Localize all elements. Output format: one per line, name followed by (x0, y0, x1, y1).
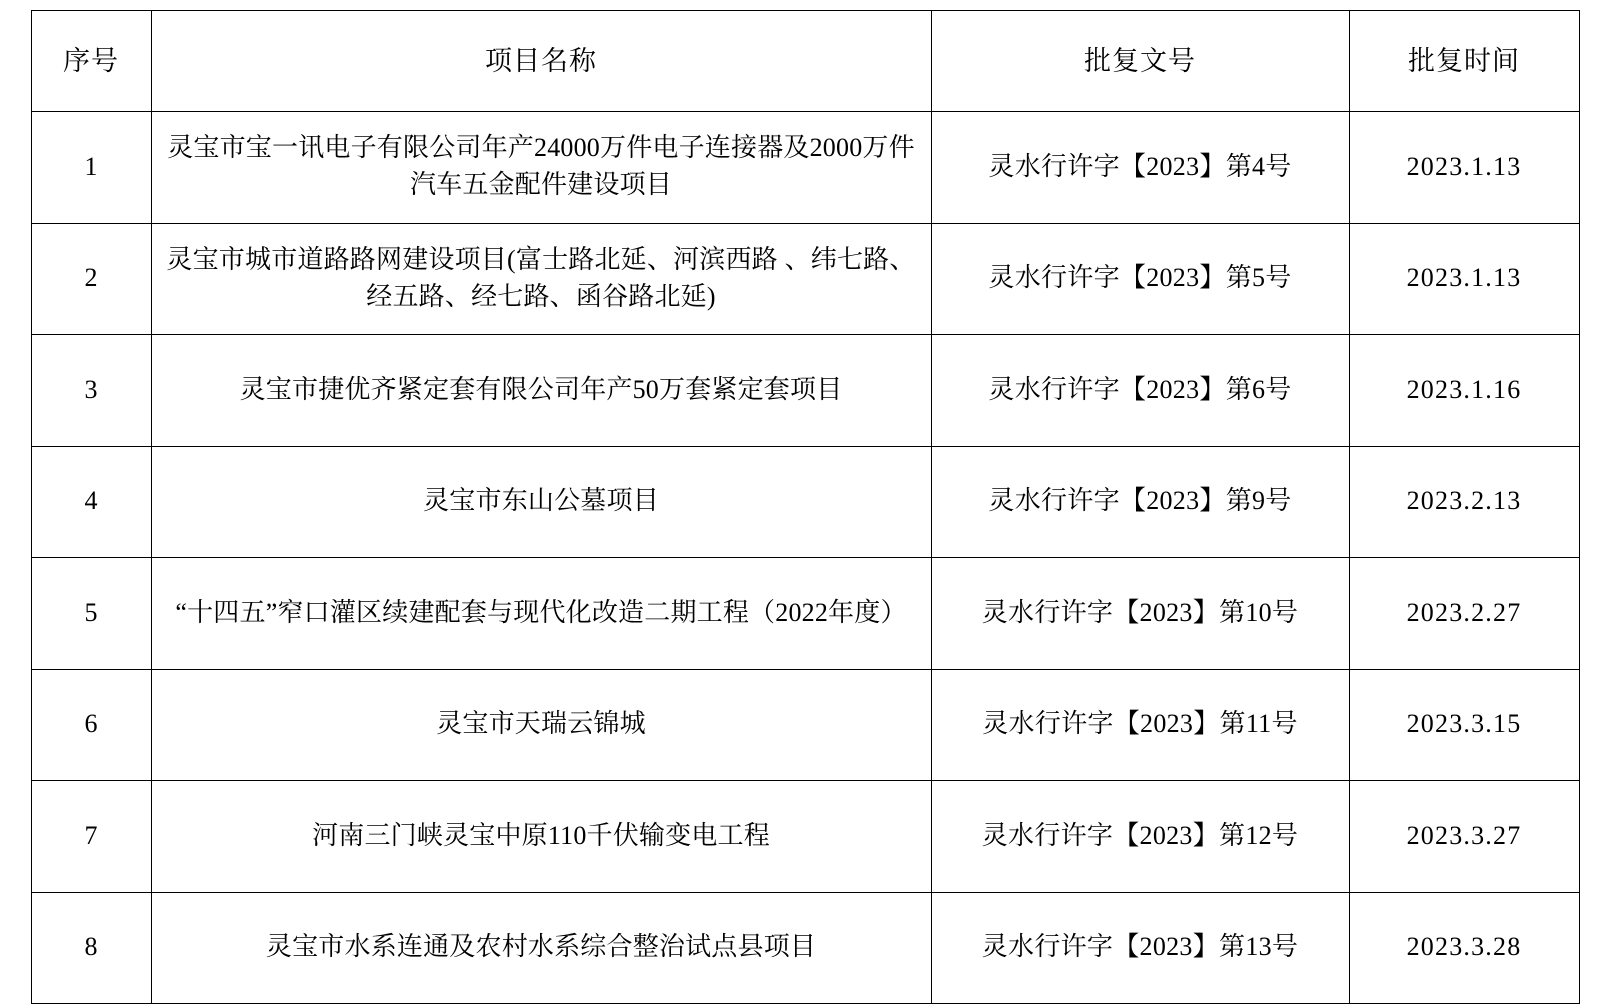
cell-date: 2023.2.13 (1349, 446, 1579, 558)
table-row (31, 446, 1579, 558)
table-row (31, 112, 1579, 224)
cell-date: 2023.1.13 (1349, 112, 1579, 224)
cell-doc-number: 灵水行许字【2023】第5号 (931, 223, 1349, 335)
cell-index: 1 (31, 112, 151, 224)
cell-date: 2023.3.15 (1349, 669, 1579, 781)
cell-index: 4 (31, 446, 151, 558)
cell-index: 2 (31, 223, 151, 335)
cell-doc-number: 灵水行许字【2023】第12号 (931, 781, 1349, 893)
header-date: 批复时间 (1349, 11, 1579, 112)
cell-doc-number: 灵水行许字【2023】第9号 (931, 446, 1349, 558)
approval-table (31, 10, 1580, 1004)
cell-project-name: 河南三门峡灵宝中原110千伏输变电工程 (151, 781, 931, 893)
table-body (31, 112, 1579, 1004)
cell-index: 7 (31, 781, 151, 893)
cell-project-name: 灵宝市宝一讯电子有限公司年产24000万件电子连接器及2000万件汽车五金配件建设项目 (151, 112, 931, 224)
cell-project-name: 灵宝市城市道路路网建设项目(富士路北延、河滨西路 、纬七路、经五路、经七路、函谷路北延) (151, 223, 931, 335)
cell-project-name: “十四五”窄口灌区续建配套与现代化改造二期工程（2022年度） (151, 558, 931, 670)
cell-date: 2023.3.27 (1349, 781, 1579, 893)
cell-date: 2023.1.13 (1349, 223, 1579, 335)
table-row (31, 892, 1579, 1004)
header-index: 序号 (31, 11, 151, 112)
cell-doc-number: 灵水行许字【2023】第6号 (931, 335, 1349, 447)
cell-index: 5 (31, 558, 151, 670)
table-row (31, 223, 1579, 335)
table-row (31, 558, 1579, 670)
cell-doc-number: 灵水行许字【2023】第11号 (931, 669, 1349, 781)
cell-project-name: 灵宝市捷优齐紧定套有限公司年产50万套紧定套项目 (151, 335, 931, 447)
cell-index: 8 (31, 892, 151, 1004)
cell-doc-number: 灵水行许字【2023】第4号 (931, 112, 1349, 224)
cell-doc-number: 灵水行许字【2023】第10号 (931, 558, 1349, 670)
table-row (31, 781, 1579, 893)
cell-doc-number: 灵水行许字【2023】第13号 (931, 892, 1349, 1004)
cell-date: 2023.3.28 (1349, 892, 1579, 1004)
cell-index: 6 (31, 669, 151, 781)
cell-project-name: 灵宝市天瑞云锦城 (151, 669, 931, 781)
table-header (31, 11, 1579, 112)
cell-index: 3 (31, 335, 151, 447)
cell-project-name: 灵宝市水系连通及农村水系综合整治试点县项目 (151, 892, 931, 1004)
table-header-row (31, 11, 1579, 112)
table-row (31, 669, 1579, 781)
cell-project-name: 灵宝市东山公墓项目 (151, 446, 931, 558)
cell-date: 2023.2.27 (1349, 558, 1579, 670)
cell-date: 2023.1.16 (1349, 335, 1579, 447)
header-project-name: 项目名称 (151, 11, 931, 112)
table-row (31, 335, 1579, 447)
header-doc-number: 批复文号 (931, 11, 1349, 112)
